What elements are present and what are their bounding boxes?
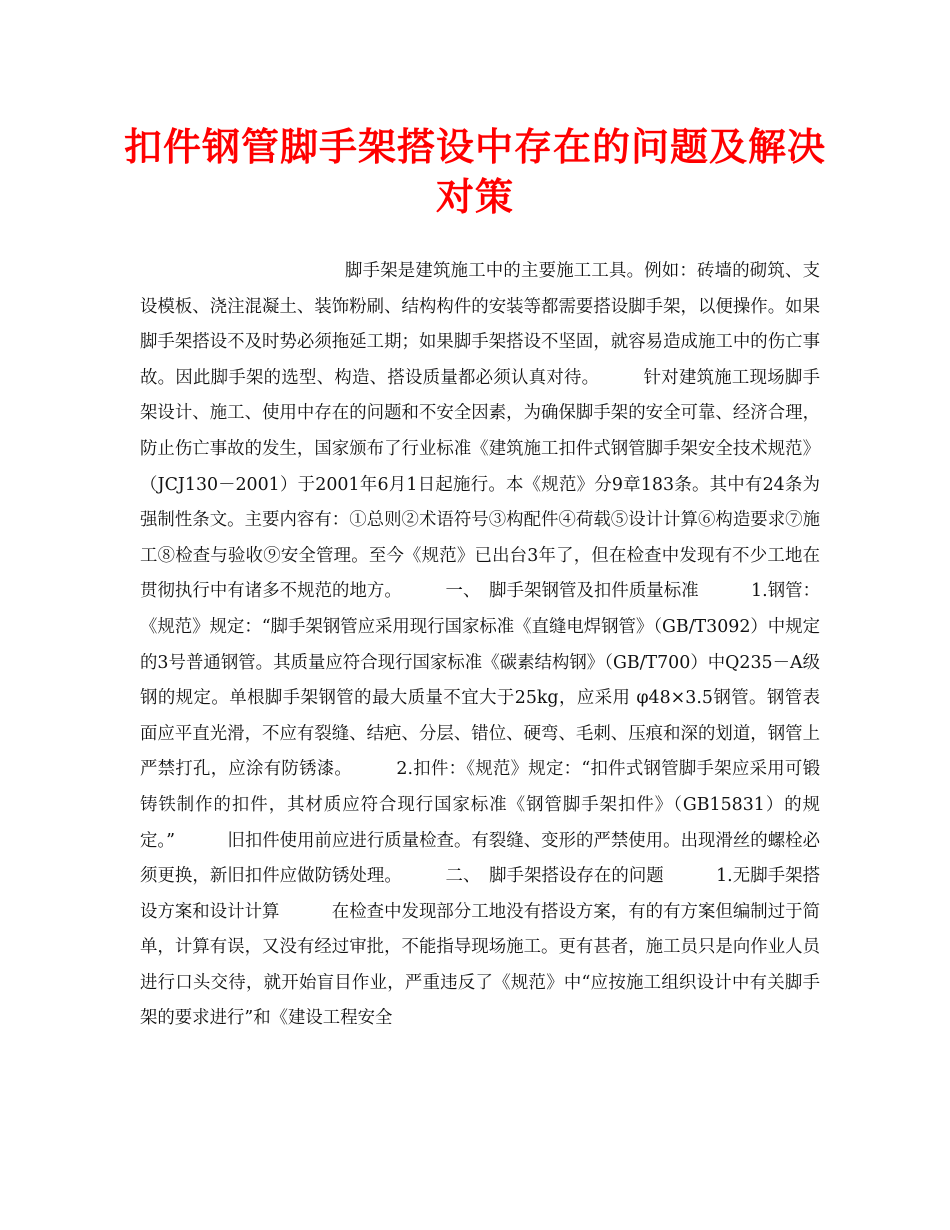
document-title: 扣件钢管脚手架搭设中存在的问题及解决对策 xyxy=(123,124,826,219)
document-body-paragraph: 脚手架是建筑施工中的主要施工工具。例如：砖墙的砌筑、支设模板、浇注混凝土、装饰粉刷、结构构件的安装等都需要搭设脚手架，以便操作。如果脚手架搭设不及时势必须拖延工期；如果脚手架搭设不坚固，就容易造成施工中的伤亡事故。因此脚手架的选型、构造、搭设质量都必须认真对待。 针对建筑施工现场脚手架设计、施工、使用中存在的问题和不安全因素，为确保脚手架的安全可靠、经济合理，防止伤亡事故的发生，国家颁布了行业标准《建筑施工扣件式钢管脚手架安全技术规范》（JCJ130－2001）于2001年6月1日起施行。本《规范》分9章183条。其中有24条为强制性条文。主要内容有：①总则②术语符号③构配件④荷载⑤设计计算⑥构造要求⑦施工⑧检查与验收⑨安全管理。至今《规范》已出台3年了，但在检查中发现有不少工地在贯彻执行中有诸多不规范的地方。 一、 脚手架钢管及扣件质量标准 1.钢管：《规范》规定：“脚手架钢管应采用现行国家标准《直缝电焊钢管》（GB/T3092）中规定的3号普通钢管。其质量应符合现行国家标准《碳素结构钢》（GB/T700）中Q235－A级钢的规定。单根脚手架钢管的最大质量不宜大于25kg，应采用 φ48×3.5钢管。钢管表面应平直光滑，不应有裂缝、结疤、分层、错位、硬弯、毛刺、压痕和深的划道，钢管上严禁打孔，应涂有防锈漆。 2.扣件：《规范》规定：“扣件式钢管脚手架应采用可锻铸铁制作的扣件，其材质应符合现行国家标准《钢管脚手架扣件》（GB15831）的规定。” 旧扣件使用前应进行质量检查。有裂缝、变形的严禁使用。出现滑丝的螺栓必须更换，新旧扣件应做防锈处理。 二、 脚手架搭设存在的问题 1.无脚手架搭设方案和设计计算 在检查中发现部分工地没有搭设方案，有的有方案但编制过于简单，计算有误，又没有经过审批，不能指导现场施工。更有甚者，施工员只是向作业人员进行口头交待，就开始盲目作业，严重违反了《规范》中“应按施工组织设计中有关脚手架的要求进行”和《建设工程安全 xyxy=(140,261,820,1029)
